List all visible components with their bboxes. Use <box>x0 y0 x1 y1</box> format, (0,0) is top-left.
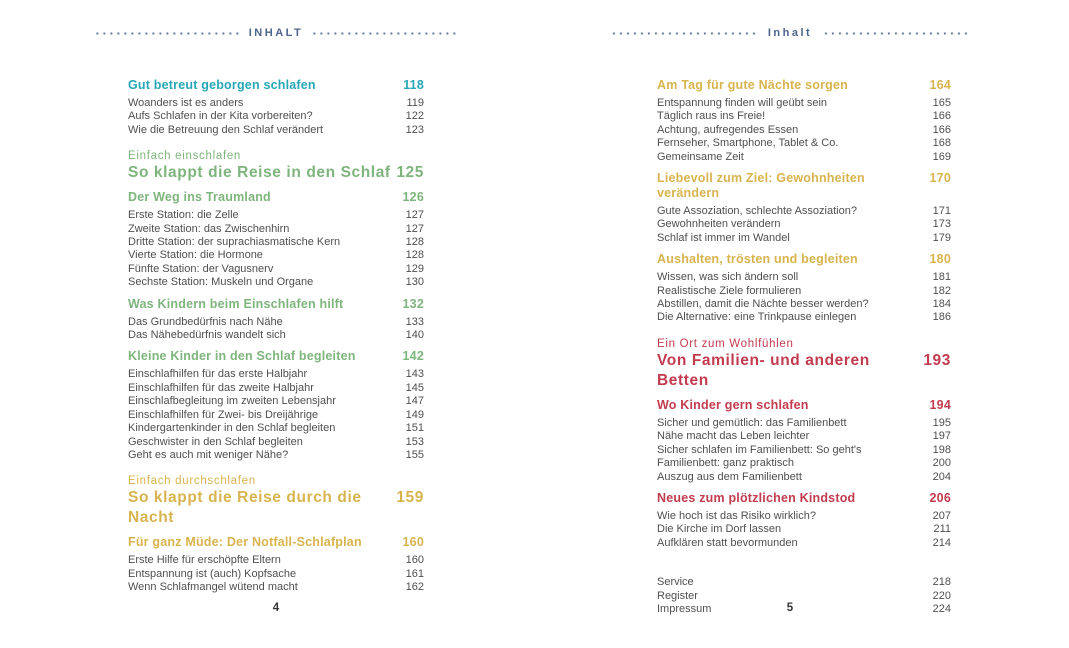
section-heading-page: 160 <box>402 535 424 550</box>
section-heading-title: Kleine Kinder in den Schlaf begleiten <box>128 349 356 364</box>
toc-entry-page: 161 <box>405 567 424 580</box>
toc-entry <box>657 110 951 123</box>
toc-entry-page: 182 <box>932 284 951 297</box>
toc-entry-page: 128 <box>405 249 424 262</box>
section-heading <box>657 78 951 93</box>
chapter-page-number: 193 <box>923 351 951 369</box>
toc-section <box>128 78 424 137</box>
toc-section <box>657 252 951 325</box>
section-heading-page: 118 <box>403 78 424 92</box>
toc-entry-title: Erste Hilfe für erschöpfte Eltern <box>128 554 281 567</box>
toc-entry <box>128 236 424 249</box>
section-heading-title: Für ganz Müde: Der Notfall-Schlafplan <box>128 535 362 550</box>
section-heading-page: 164 <box>929 78 951 92</box>
toc-entry-title: Täglich raus ins Freie! <box>657 110 766 123</box>
section-heading-page: 142 <box>402 349 424 364</box>
section-heading-page: 170 <box>929 171 951 186</box>
section-heading-page: 206 <box>929 490 951 505</box>
toc-entry-title: Vierte Station: die Hormone <box>128 249 263 262</box>
section-heading <box>128 535 424 550</box>
section-heading <box>128 297 424 312</box>
toc-entry-page: 211 <box>933 523 951 536</box>
chapter-heading <box>657 337 951 391</box>
toc-entry-page: 149 <box>405 408 424 421</box>
toc-entry <box>657 537 951 550</box>
toc-entry <box>657 576 951 589</box>
section-heading <box>128 349 424 364</box>
toc-entry-title: Sechste Station: Muskeln und Organe <box>128 276 314 289</box>
toc-entry-page: 122 <box>405 110 424 123</box>
toc-entry-title: Impressum <box>657 602 712 615</box>
toc-entry-title: Realistische Ziele formulieren <box>657 284 802 297</box>
toc-entry-page: 197 <box>932 430 951 443</box>
chapter-title-row <box>128 163 424 183</box>
toc-entry-page: 224 <box>932 602 951 615</box>
toc-entry <box>128 276 424 289</box>
toc-entry-page: 155 <box>405 448 424 461</box>
toc-entry <box>657 151 951 164</box>
toc-entry-title: Die Alternative: eine Trinkpause einlegen <box>657 311 857 324</box>
toc-entry-page: 173 <box>932 218 951 231</box>
toc-entry-title: Einschlafhilfen für Zwei- bis Dreijährige <box>128 408 319 421</box>
toc-section <box>128 349 424 462</box>
toc-entry-title: Entspannung ist (auch) Kopfsache <box>128 567 297 580</box>
toc-entry-page: 162 <box>405 581 424 594</box>
toc-section <box>657 171 951 245</box>
toc-left <box>128 78 424 595</box>
section-heading-title: Was Kindern beim Einschlafen hilft <box>128 296 344 311</box>
chapter-kicker: Einfach durchschlafen <box>128 475 256 488</box>
toc-entry <box>657 457 951 470</box>
toc-entry-page: 218 <box>932 576 951 589</box>
toc-entry-page: 198 <box>932 443 951 456</box>
toc-entry-title: Entspannung finden will geübt sein <box>657 97 828 109</box>
dotted-rule-left <box>96 32 239 35</box>
toc-entry <box>657 430 951 443</box>
toc-entry-title: Gewohnheiten verändern <box>657 218 781 231</box>
toc-entry <box>657 510 951 523</box>
toc-entry-title: Wie die Betreuung den Schlaf verändert <box>128 123 324 136</box>
toc-entry-page: 130 <box>405 276 424 289</box>
toc-entry-title: Aufs Schlafen in der Kita vorbereiten? <box>128 110 313 123</box>
toc-entry-page: 143 <box>405 368 424 381</box>
toc-entry-page: 166 <box>932 110 951 123</box>
toc-entry-title: Familienbett: ganz praktisch <box>657 457 794 470</box>
toc-entry-title: Das Nähebedürfnis wandelt sich <box>128 329 286 342</box>
toc-entry <box>128 124 424 137</box>
section-heading <box>657 171 951 201</box>
toc-entry-page: 168 <box>932 137 951 150</box>
toc-entry <box>128 581 424 594</box>
section-heading <box>128 78 424 93</box>
page-left-header-label: INHALT <box>248 27 304 39</box>
toc-entry-page: 169 <box>932 150 951 163</box>
toc-entry-title: Fernseher, Smartphone, Tablet & Co. <box>657 137 839 150</box>
dotted-rule-left <box>610 32 758 35</box>
toc-entry-title: Geht es auch mit weniger Nähe? <box>128 448 289 461</box>
toc-entry-page: 128 <box>405 236 424 249</box>
toc-entry-title: Schlaf ist immer im Wandel <box>657 231 790 244</box>
toc-entry-title: Register <box>657 589 698 602</box>
section-heading-title: Neues zum plötzlichen Kindstod <box>657 490 856 505</box>
toc-entry <box>657 298 951 311</box>
toc-entry-page: 153 <box>405 435 424 448</box>
chapter-heading <box>128 474 424 528</box>
toc-entry-page: 179 <box>932 231 951 244</box>
chapter-page-number: 125 <box>396 164 424 182</box>
section-heading-title: Am Tag für gute Nächte sorgen <box>657 78 849 92</box>
toc-entry-page: 133 <box>405 315 424 328</box>
toc-entry-title: Die Kirche im Dorf lassen <box>657 523 782 536</box>
page-left-number: 4 <box>272 602 280 614</box>
toc-entry-page: 214 <box>932 536 951 549</box>
toc-entry-title: Sicher schlafen im Familienbett: So geht's <box>657 443 862 456</box>
toc-entry <box>657 471 951 484</box>
toc-entry <box>128 97 424 110</box>
page-left-header <box>96 27 456 39</box>
toc-entry-page: 207 <box>932 509 951 522</box>
toc-entry-title: Service <box>657 576 694 589</box>
toc-entry <box>128 395 424 408</box>
toc-entry-title: Aufklären statt bevormunden <box>657 536 798 549</box>
toc-section <box>657 491 951 550</box>
page-right-header <box>610 27 970 39</box>
page-right-number: 5 <box>786 602 794 614</box>
toc-entry <box>128 223 424 236</box>
toc-entry <box>128 263 424 276</box>
toc-entry-page: 181 <box>932 271 951 284</box>
toc-entry <box>128 110 424 123</box>
toc-entry <box>128 554 424 567</box>
toc-entry-page: 200 <box>932 457 951 470</box>
toc-entry <box>128 568 424 581</box>
toc-entry-page: 129 <box>405 262 424 275</box>
toc-entry <box>657 232 951 245</box>
dotted-rule-right <box>313 32 456 35</box>
toc-entry-page: 119 <box>406 97 424 109</box>
page-left <box>88 0 464 648</box>
toc-entry <box>128 209 424 222</box>
section-heading-title: Gut betreut geborgen schlafen <box>128 78 316 92</box>
toc-entry-title: Abstillen, damit die Nächte besser werden? <box>657 298 869 311</box>
toc-entry-page: 184 <box>932 298 951 311</box>
chapter-title: So klappt die Reise in den Schlaf <box>128 164 391 182</box>
toc-entry-page: 147 <box>405 395 424 408</box>
toc-entry-title: Wie hoch ist das Risiko wirklich? <box>657 509 816 522</box>
toc-entry-page: 220 <box>932 589 951 602</box>
section-heading-page: 132 <box>402 296 424 311</box>
toc-entry <box>657 590 951 603</box>
toc-entry-title: Wenn Schlafmangel wütend macht <box>128 581 298 594</box>
toc-entry <box>128 368 424 381</box>
section-heading-page: 194 <box>929 397 951 412</box>
toc-entry-title: Zweite Station: das Zwischenhirn <box>128 222 290 235</box>
toc-entry <box>657 271 951 284</box>
toc-entry <box>657 218 951 231</box>
toc-entry <box>657 285 951 298</box>
toc-entry-title: Fünfte Station: der Vagusnerv <box>128 262 274 275</box>
toc-entry-title: Erste Station: die Zelle <box>128 209 239 222</box>
toc-entry-page: 195 <box>932 416 951 429</box>
toc-entry-page: 123 <box>405 123 424 136</box>
toc-entry-page: 165 <box>932 97 951 109</box>
toc-entry <box>128 409 424 422</box>
section-heading-title: Wo Kinder gern schlafen <box>657 397 809 412</box>
dotted-rule-right <box>822 32 970 35</box>
section-heading <box>657 491 951 506</box>
chapter-title: So klappt die Reise durch die Nacht <box>128 489 362 527</box>
toc-entry-title: Achtung, aufregendes Essen <box>657 123 799 136</box>
toc-entry-page: 160 <box>405 554 424 567</box>
section-heading-page: 180 <box>929 252 951 267</box>
toc-entry-page: 186 <box>932 311 951 324</box>
toc-entry <box>657 523 951 536</box>
toc-entry <box>128 249 424 262</box>
toc-entry-title: Gute Assoziation, schlechte Assoziation? <box>657 205 857 218</box>
section-heading <box>128 190 424 205</box>
chapter-heading <box>128 149 424 183</box>
toc-entry-title: Kindergartenkinder in den Schlaf begleiten <box>128 422 336 435</box>
page-right <box>602 0 978 648</box>
toc-entry <box>128 316 424 329</box>
toc-section <box>657 398 951 484</box>
toc-entry <box>128 422 424 435</box>
toc-entry <box>128 382 424 395</box>
section-heading-title: Liebevoll zum Ziel: Gewohnheiten verändern <box>657 171 865 201</box>
toc-entry-title: Wissen, was sich ändern soll <box>657 271 799 284</box>
toc-entry-title: Einschlafbegleitung im zweiten Lebensjahr <box>128 395 336 408</box>
toc-entry <box>128 436 424 449</box>
toc-entry <box>657 97 951 110</box>
toc-entry-page: 145 <box>405 381 424 394</box>
toc-entry-title: Geschwister in den Schlaf begleiten <box>128 435 303 448</box>
toc-entry-title: Das Grundbedürfnis nach Nähe <box>128 315 283 328</box>
section-heading <box>657 398 951 413</box>
toc-entry-page: 171 <box>932 205 951 218</box>
toc-section <box>128 190 424 289</box>
toc-entry-title: Dritte Station: der suprachiasmatische Kern <box>128 236 341 249</box>
toc-entry <box>657 124 951 137</box>
toc-entry-page: 140 <box>405 329 424 342</box>
toc-entry-title: Gemeinsame Zeit <box>657 150 744 163</box>
section-heading-page: 126 <box>402 190 424 205</box>
toc-entry <box>657 137 951 150</box>
toc-entry-page: 127 <box>405 222 424 235</box>
section-heading-title: Der Weg ins Traumland <box>128 190 271 205</box>
toc-entry-page: 127 <box>405 209 424 222</box>
toc-entry-title: Sicher und gemütlich: das Familienbett <box>657 416 847 429</box>
chapter-page-number: 159 <box>396 489 424 507</box>
toc-entry-page: 204 <box>932 470 951 483</box>
toc-entry-page: 166 <box>932 123 951 136</box>
toc-entry-page: 151 <box>405 422 424 435</box>
chapter-title-row <box>657 351 951 391</box>
chapter-kicker: Ein Ort zum Wohlfühlen <box>657 337 794 350</box>
toc-entry <box>657 444 951 457</box>
toc-entry-title: Woanders ist es anders <box>128 97 244 109</box>
toc-right <box>657 78 951 616</box>
section-heading-title: Aushalten, trösten und begleiten <box>657 252 858 267</box>
toc-section <box>657 78 951 164</box>
toc-entry <box>657 205 951 218</box>
toc-section <box>128 297 424 343</box>
toc-entry <box>128 449 424 462</box>
toc-entry-title: Einschlafhilfen für das zweite Halbjahr <box>128 381 314 394</box>
chapter-title-row <box>128 488 424 528</box>
page-right-header-label: Inhalt <box>767 27 813 39</box>
toc-section <box>128 535 424 594</box>
toc-entry-title: Nähe macht das Leben leichter <box>657 430 810 443</box>
chapter-kicker: Einfach einschlafen <box>128 150 242 163</box>
toc-entry-title: Einschlafhilfen für das erste Halbjahr <box>128 368 308 381</box>
toc-entry <box>657 417 951 430</box>
section-heading <box>657 252 951 267</box>
toc-entry <box>657 311 951 324</box>
toc-entry-title: Auszug aus dem Familienbett <box>657 470 802 483</box>
chapter-title: Von Familien- und anderen Betten <box>657 351 870 389</box>
toc-entry <box>128 329 424 342</box>
